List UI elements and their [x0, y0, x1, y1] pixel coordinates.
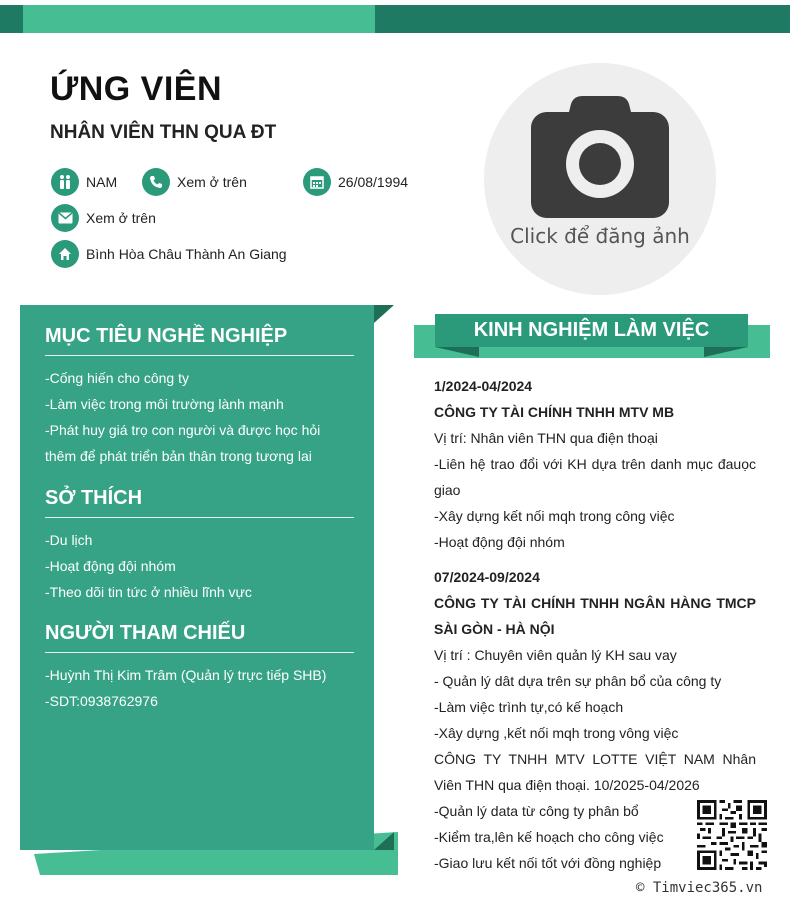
experience-title: KINH NGHIỆM LÀM VIỆC: [435, 314, 748, 347]
objective-section: [45, 325, 354, 469]
email-icon: [51, 204, 79, 232]
reference-line: -Huỳnh Thị Kim Trâm (Quản lý trực tiếp SHB): [45, 667, 327, 683]
candidate-name: ỨNG VIÊN: [50, 70, 223, 108]
references-section: [45, 622, 354, 714]
gender-icon: [51, 168, 79, 196]
experience-item-1: [434, 373, 756, 555]
objective-line: -Phát huy giá trọ con người và được học hỏi thêm để phát triển bản thân trong tương lai: [45, 422, 321, 464]
experience-line: -Xây dựng ,kết nối mqh trong vông việc: [434, 725, 679, 741]
avatar-upload-label[interactable]: Click để đăng ảnh: [510, 224, 690, 248]
top-bar-accent: [23, 5, 375, 33]
email-row: [51, 203, 156, 233]
avatar-upload[interactable]: [484, 63, 716, 295]
birthday-value: 26/08/1994: [338, 174, 409, 190]
experience-line: Vị trí : Chuyên viên quản lý KH sau vay: [434, 647, 677, 663]
experience-line: -Hoạt động đội nhóm: [434, 534, 565, 550]
experience-line: CÔNG TY TNHH MTV LOTTE VIỆT NAM Nhân Viên THN qua điện thoại. 10/2025-04/2026: [434, 751, 756, 793]
reference-line: -SDT:0938762976: [45, 693, 158, 709]
hobbies-divider: [45, 517, 354, 518]
experience-line: -Kiểm tra,lên kế hoạch cho công việc: [434, 829, 664, 845]
hobby-item: -Theo dõi tin tức ở nhiều lĩnh vực: [45, 584, 252, 600]
phone-value: Xem ở trên: [177, 174, 247, 190]
experience-company: CÔNG TY TÀI CHÍNH TNHH MTV MB: [434, 404, 675, 420]
objective-title: MỤC TIÊU NGHỀ NGHIỆP: [45, 325, 288, 347]
email-value: Xem ở trên: [86, 210, 156, 226]
experience-line: -Xây dựng kết nối mqh trong công việc: [434, 508, 675, 524]
qr-code-icon: [697, 800, 767, 870]
objective-divider: [45, 355, 354, 356]
experience-company: CÔNG TY TÀI CHÍNH TNHH NGÂN HÀNG TMCP SÀI GÒN - HÀ NỘI: [434, 595, 756, 637]
address-row: [51, 239, 287, 269]
camera-icon: [531, 96, 669, 218]
address-value: Bình Hòa Châu Thành An Giang: [86, 246, 287, 262]
experience-date: 1/2024-04/2024: [434, 378, 533, 394]
hobbies-section: [45, 487, 354, 605]
phone-icon: [142, 168, 170, 196]
gender-row: [51, 167, 117, 197]
home-icon: [51, 240, 79, 268]
hobby-item: -Du lịch: [45, 532, 93, 548]
calendar-icon: [303, 168, 331, 196]
references-title: NGƯỜI THAM CHIẾU: [45, 622, 246, 644]
phone-row: [142, 167, 247, 197]
references-divider: [45, 652, 354, 653]
experience-line: -Giao lưu kết nối tốt với đồng nghiệp: [434, 855, 662, 871]
experience-line: -Làm việc trình tự,có kế hoạch: [434, 699, 624, 715]
experience-line: Vị trí: Nhân viên THN qua điện thoại: [434, 430, 658, 446]
gender-value: NAM: [86, 174, 118, 190]
objective-line: -Cống hiến cho công ty: [45, 370, 189, 386]
candidate-position: NHÂN VIÊN THN QUA ĐT: [50, 122, 277, 143]
footer-copyright: © Timviec365.vn: [636, 880, 763, 896]
left-panel-bottom-fold: [374, 832, 394, 850]
experience-date: 07/2024-09/2024: [434, 569, 540, 585]
left-panel-fold: [374, 305, 394, 323]
birthday-row: [303, 167, 408, 197]
objective-line: -Làm việc trong môi trường lành mạnh: [45, 396, 284, 412]
hobby-item: -Hoạt động đội nhóm: [45, 558, 176, 574]
experience-line: - Quản lý dât dựa trên sự phân bổ của công ty: [434, 673, 722, 689]
hobbies-title: SỞ THÍCH: [45, 487, 143, 509]
experience-line: -Liên hệ trao đổi với KH dựa trên danh mục đauọc giao: [434, 456, 756, 498]
experience-line: -Quản lý data từ công ty phân bổ: [434, 803, 639, 819]
